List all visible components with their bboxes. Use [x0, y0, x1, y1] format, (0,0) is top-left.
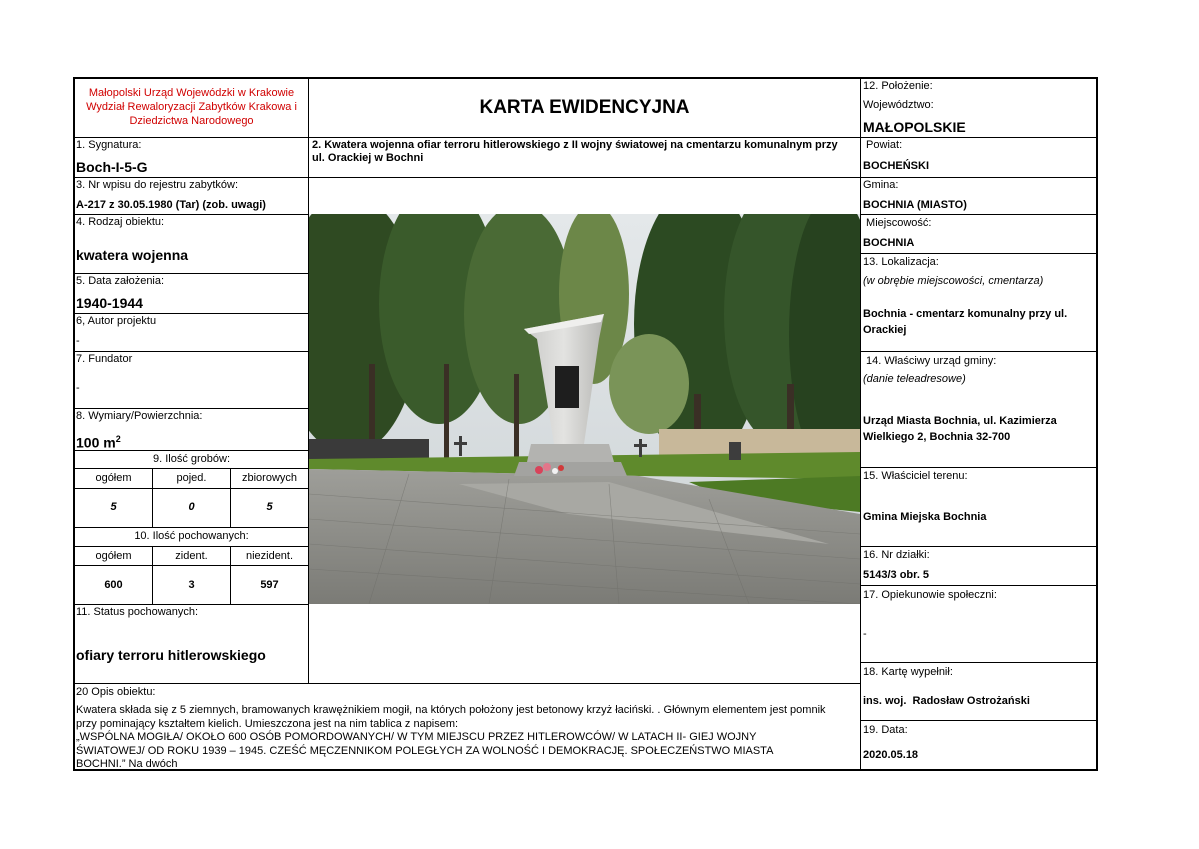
office-line-1: Małopolski Urząd Wojewódzki w Krakowie [88, 87, 295, 99]
wypelnil-label: 18. Kartę wypełnił: [863, 666, 953, 678]
object-name [312, 139, 838, 165]
office-line-3: Dziedzictwa Narodowego [129, 115, 254, 127]
right-hline [860, 720, 1097, 721]
urzad-value-line-2: Wielkiego 2, Bochnia 32-700 [863, 431, 1011, 443]
groby-value-pojed: 0 [188, 501, 195, 513]
center-hline-1 [308, 137, 861, 138]
pochowani-value-ogolem: 600 [104, 579, 123, 591]
groby-value-zbiorowych: 5 [266, 501, 273, 513]
right-hline [860, 351, 1097, 352]
left-hline [73, 468, 309, 469]
fundator-value: - [76, 382, 80, 394]
urzad-value-line-1: Urząd Miasta Bochnia, ul. Kazimierza [863, 415, 1057, 427]
wymiary-value: 100 m [76, 434, 116, 451]
dzialka-label: 16. Nr działki: [863, 549, 930, 561]
urzad-label: 14. Właściwy urząd gminy: [863, 355, 997, 367]
page-title: KARTA EWIDENCYJNA [479, 97, 690, 118]
right-hline [860, 662, 1097, 663]
lokalizacja-value-line-2: Orackiej [863, 324, 907, 336]
data-wypelnienia-value: 2020.05.18 [863, 749, 919, 761]
gmina-value: BOCHNIA (MIASTO) [863, 199, 967, 211]
urzad-note: (danie teleadresowe) [863, 373, 966, 385]
gmina-label: Gmina: [863, 179, 899, 191]
rejestr-value: A-217 z 30.05.1980 (Tar) (zob. uwagi) [76, 199, 266, 211]
miejscowosc-label: Miejscowość: [863, 217, 932, 229]
rejestr-label: 3. Nr wpisu do rejestru zabytków: [76, 179, 239, 191]
groby-header-ogolem: ogółem [95, 472, 132, 484]
office-line-2: Wydział Rewaloryzacji Zabytków Krakowa i [86, 101, 297, 113]
groby-header-zbiorowych: zbiorowych [241, 472, 298, 484]
pochowani-header-zident: zident. [175, 550, 208, 562]
left-hline [73, 273, 309, 274]
left-hline [73, 313, 309, 314]
frame-right [1096, 77, 1098, 771]
right-hline [860, 214, 1097, 215]
left-hline [73, 177, 309, 178]
data-zalozenia-value: 1940-1944 [76, 295, 143, 311]
right-hline [860, 177, 1097, 178]
opis-line-5: BOCHNI.” Na dwóch [76, 758, 178, 769]
autor-value: - [76, 335, 80, 347]
opis-top-line [73, 683, 861, 684]
left-hline [73, 604, 309, 605]
left-hline [73, 546, 309, 547]
left-hline [73, 351, 309, 352]
right-hline [860, 137, 1097, 138]
rodzaj-label: 4. Rodzaj obiektu: [76, 216, 165, 228]
opis-line-1: Kwatera składa się z 5 ziemnych, bramowanych krawężnikiem mogił, na których położony jest betonowy krzyż łaciński. . Głównym elementem jest pomnik [76, 704, 826, 716]
right-hline [860, 467, 1097, 468]
urzad-value [863, 415, 1057, 444]
opiekunowie-value: - [863, 628, 867, 640]
powiat-label: Powiat: [863, 139, 903, 151]
sygnatura-label: 1. Sygnatura: [76, 139, 142, 151]
lokalizacja-value-line-1: Bochnia - cmentarz komunalny przy ul. [863, 308, 1068, 320]
frame-left [73, 77, 75, 771]
data-wypelnienia-label: 19. Data: [863, 724, 908, 736]
frame-bottom [73, 769, 1098, 771]
groby-header-pojed: pojed. [176, 472, 207, 484]
right-hline [860, 585, 1097, 586]
status-value: ofiary terroru hitlerowskiego [76, 647, 266, 663]
opis-line-4: ŚWIATOWEJ/ OD ROKU 1939 – 1945. CZEŚĆ MĘCZENNIKOM POLEGŁYCH ZA WOLNOŚĆ I DEMOKRACJĘ. SPOŁECZEŃSTWO MIASTA [76, 744, 774, 757]
cemetery-photo-svg [309, 214, 860, 604]
wymiary-label: 8. Wymiary/Powierzchnia: [76, 410, 203, 422]
cemetery-photo [309, 214, 860, 604]
left-hline [73, 137, 309, 138]
pochowani-header-ogolem: ogółem [95, 550, 132, 562]
miejscowosc-value: BOCHNIA [863, 237, 915, 249]
wymiary-value-wrap [76, 431, 121, 451]
object-name-line-1: 2. Kwatera wojenna ofiar terroru hitlerowskiego z II wojny światowej na cmentarzu komunalnym przy [312, 139, 838, 151]
left-hline [73, 527, 309, 528]
right-hline [860, 253, 1097, 254]
wlasciciel-label: 15. Właściciel terenu: [863, 470, 968, 482]
rodzaj-value: kwatera wojenna [76, 247, 189, 263]
pochowani-label: 10. Ilość pochowanych: [134, 530, 249, 542]
center-hline-2 [308, 177, 861, 178]
left-hline [73, 565, 309, 566]
pochowani-value-zident: 3 [188, 579, 195, 591]
wymiary-sup: 2 [115, 434, 121, 444]
wojewodztwo-label: Województwo: [863, 99, 934, 111]
autor-label: 6, Autor projektu [76, 315, 157, 327]
polozenie-label: 12. Położenie: [863, 80, 933, 92]
dzialka-value: 5143/3 obr. 5 [863, 569, 930, 581]
object-name-line-2: ul. Orackiej w Bochni [312, 152, 424, 164]
left-hline [73, 408, 309, 409]
opis-label: 20 Opis obiektu: [76, 686, 156, 698]
right-hline [860, 546, 1097, 547]
status-label: 11. Status pochowanych: [76, 606, 199, 618]
divider-right-col [860, 77, 861, 771]
groby-value-ogolem: 5 [110, 501, 117, 513]
wypelnil-value: ins. woj. Radosław Ostrożański [863, 695, 1030, 707]
lokalizacja-note: (w obrębie miejscowości, cmentarza) [863, 275, 1044, 287]
groby-label: 9. Ilość grobów: [152, 453, 231, 465]
fundator-label: 7. Fundator [76, 353, 133, 365]
data-zalozenia-label: 5. Data założenia: [76, 275, 165, 287]
opis-text [76, 704, 859, 769]
lokalizacja-value [863, 308, 1067, 337]
office-name [75, 86, 308, 128]
powiat-value: BOCHEŃSKI [863, 160, 930, 172]
opiekunowie-label: 17. Opiekunowie społeczni: [863, 589, 997, 601]
pochowani-value-niezident: 597 [260, 579, 279, 591]
left-hline [73, 214, 309, 215]
lokalizacja-label: 13. Lokalizacja: [863, 256, 939, 268]
left-hline [73, 488, 309, 489]
wojewodztwo-value: MAŁOPOLSKIE [863, 119, 966, 135]
sygnatura-value: Boch-I-5-G [76, 159, 148, 175]
frame-top [73, 77, 1098, 79]
opis-line-3: „WSPÓLNA MOGIŁA/ OKOŁO 600 OSÓB POMORDOWANYCH/ W TYM MIEJSCU PRZEZ HITLEROWCÓW/ W LATACH II- GIEJ WOJNY [76, 731, 757, 743]
opis-line-2: przy pominający kształtem kielich. Umieszczona jest na nim tablica z napisem: [76, 717, 459, 730]
wlasciciel-value: Gmina Miejska Bochnia [863, 511, 987, 523]
pochowani-header-niezident: niezident. [245, 550, 294, 562]
